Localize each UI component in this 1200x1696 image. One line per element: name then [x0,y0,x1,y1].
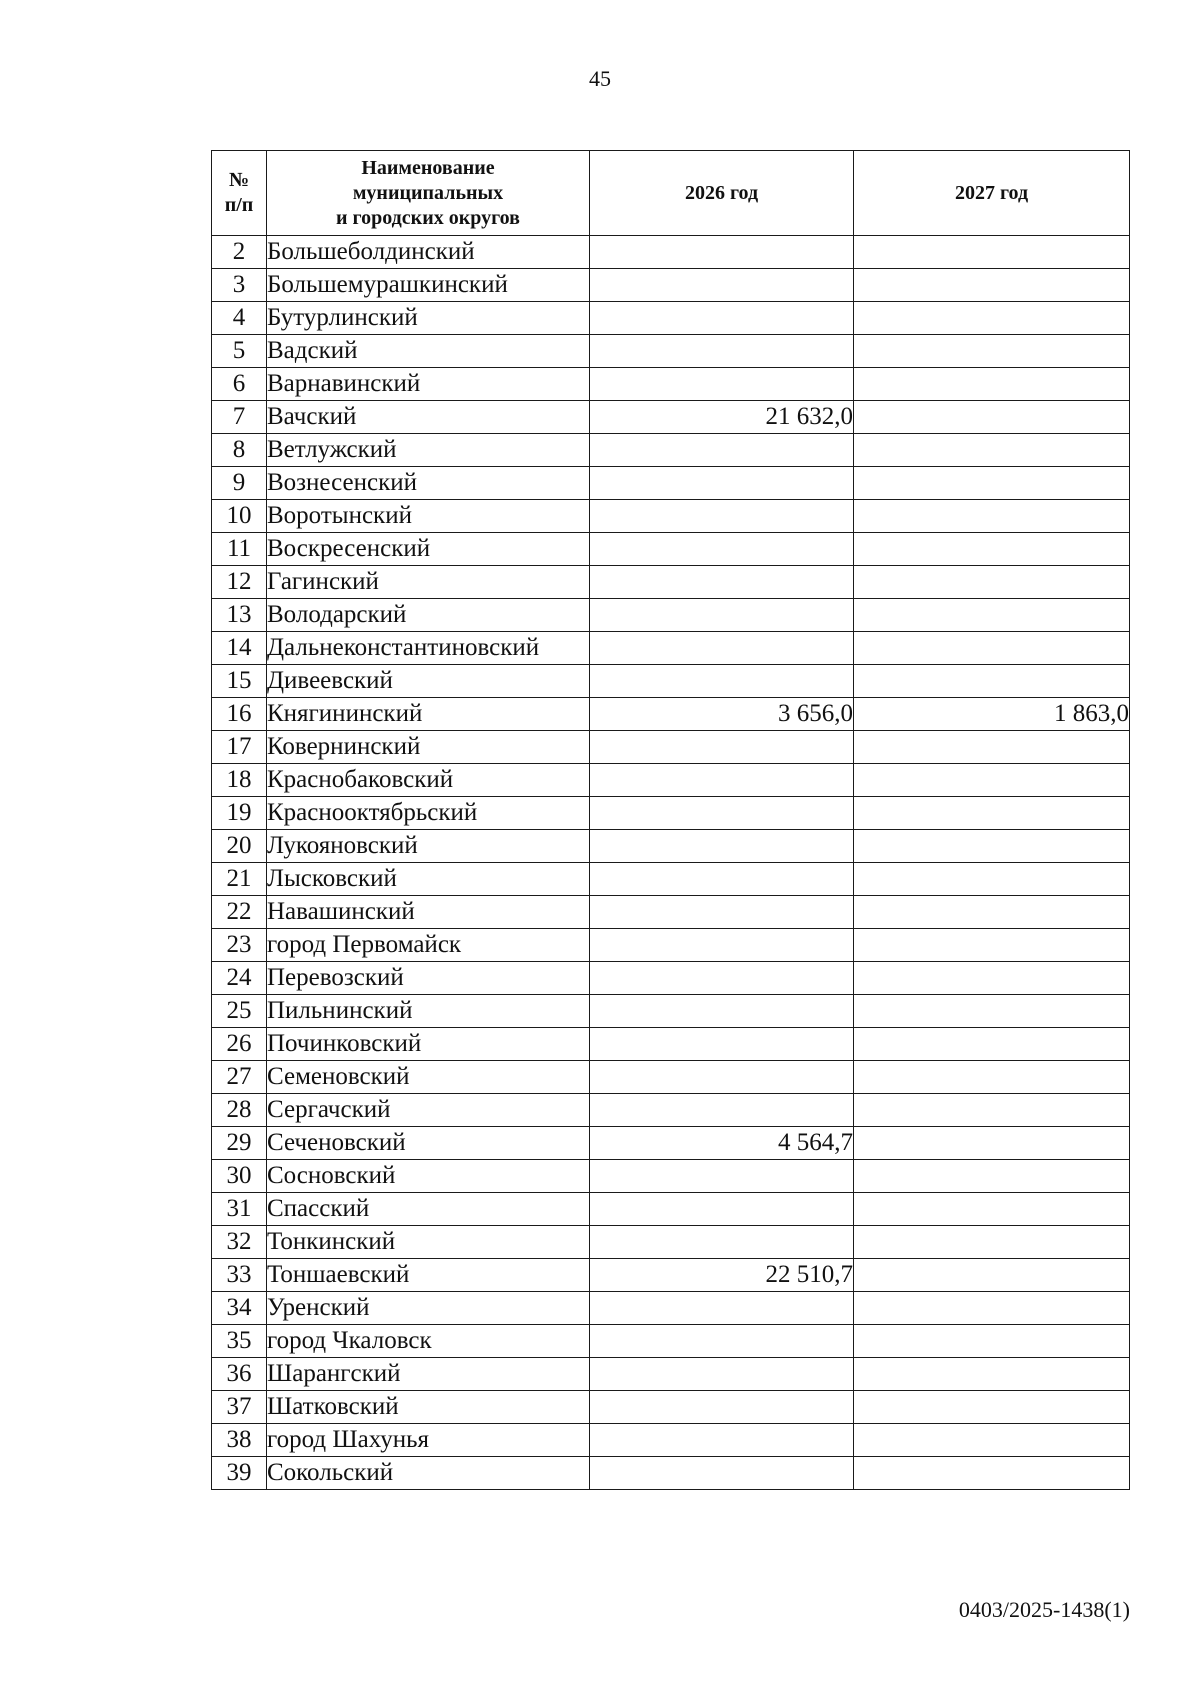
header-name-line1: Наименование [361,156,495,179]
row-name: Уренский [267,1292,590,1325]
row-value-2027 [854,1193,1130,1226]
table-row [212,533,1130,566]
row-number: 19 [212,797,267,830]
row-value-2026 [590,1193,854,1226]
row-number: 12 [212,566,267,599]
budget-table [211,150,1130,1490]
table-row [212,236,1130,269]
row-value-2026: 3 656,0 [590,698,854,731]
row-value-2026 [590,995,854,1028]
row-value-2026 [590,1457,854,1490]
row-value-2027 [854,368,1130,401]
row-value-2026 [590,830,854,863]
table-row [212,896,1130,929]
row-number: 13 [212,599,267,632]
header-name [267,151,590,236]
row-value-2027 [854,500,1130,533]
row-value-2026 [590,368,854,401]
row-number: 36 [212,1358,267,1391]
header-name-line2: муниципальных [352,181,504,204]
header-num [212,151,267,236]
row-value-2027 [854,1358,1130,1391]
row-name: город Первомайск [267,929,590,962]
row-name: город Шахунья [267,1424,590,1457]
table-row [212,962,1130,995]
header-year-2027: 2027 год [854,151,1130,236]
table-row [212,434,1130,467]
row-value-2027 [854,401,1130,434]
row-name: Большемурашкинский [267,269,590,302]
row-name: Гагинский [267,566,590,599]
row-number: 21 [212,863,267,896]
row-value-2026 [590,632,854,665]
row-number: 15 [212,665,267,698]
row-value-2027 [854,1391,1130,1424]
row-number: 32 [212,1226,267,1259]
table-row [212,929,1130,962]
row-name: Варнавинский [267,368,590,401]
table-row [212,566,1130,599]
row-number: 29 [212,1127,267,1160]
row-value-2027 [854,467,1130,500]
row-name: Перевозский [267,962,590,995]
row-value-2027 [854,929,1130,962]
row-value-2026 [590,599,854,632]
table-row [212,797,1130,830]
row-value-2027 [854,302,1130,335]
row-name: Сокольский [267,1457,590,1490]
row-name: Дальнеконстантиновский [267,632,590,665]
table-row [212,1424,1130,1457]
row-value-2027 [854,1160,1130,1193]
header-num-line1: № [228,169,250,191]
row-number: 17 [212,731,267,764]
row-value-2027 [854,995,1130,1028]
table-row [212,863,1130,896]
header-row [212,151,1130,236]
table-header [212,151,1130,236]
row-value-2026 [590,1391,854,1424]
row-number: 4 [212,302,267,335]
row-name: Ветлужский [267,434,590,467]
row-value-2027 [854,1127,1130,1160]
row-number: 22 [212,896,267,929]
row-value-2026 [590,236,854,269]
row-name: Сеченовский [267,1127,590,1160]
row-name: Ковернинский [267,731,590,764]
table-row [212,1193,1130,1226]
row-number: 37 [212,1391,267,1424]
row-value-2026 [590,533,854,566]
row-value-2027 [854,830,1130,863]
row-value-2026 [590,1061,854,1094]
table-row [212,731,1130,764]
table-row [212,302,1130,335]
table-row [212,1061,1130,1094]
row-number: 34 [212,1292,267,1325]
row-name: Лысковский [267,863,590,896]
row-name: Краснобаковский [267,764,590,797]
table-row [212,1358,1130,1391]
row-name: Вачский [267,401,590,434]
row-value-2026: 22 510,7 [590,1259,854,1292]
row-name: город Чкаловск [267,1325,590,1358]
document-code: 0403/2025-1438(1) [958,1597,1130,1622]
table-row [212,1094,1130,1127]
row-value-2027 [854,1424,1130,1457]
row-name: Большеболдинский [267,236,590,269]
table-row [212,665,1130,698]
row-name: Навашинский [267,896,590,929]
row-number: 7 [212,401,267,434]
row-value-2027 [854,665,1130,698]
row-value-2027: 1 863,0 [854,698,1130,731]
row-name: Володарский [267,599,590,632]
row-number: 24 [212,962,267,995]
row-value-2027 [854,1028,1130,1061]
row-name: Вознесенский [267,467,590,500]
row-value-2027 [854,863,1130,896]
row-number: 18 [212,764,267,797]
row-name: Сергачский [267,1094,590,1127]
row-number: 39 [212,1457,267,1490]
row-value-2026 [590,467,854,500]
row-value-2026 [590,863,854,896]
row-name: Княгининский [267,698,590,731]
row-value-2027 [854,269,1130,302]
row-value-2026 [590,764,854,797]
header-name-line3: и городских округов [336,206,520,229]
header-num-line2: п/п [224,194,254,216]
row-number: 23 [212,929,267,962]
row-name: Сосновский [267,1160,590,1193]
row-name: Лукояновский [267,830,590,863]
table-body [212,236,1130,1490]
row-value-2026 [590,665,854,698]
row-number: 20 [212,830,267,863]
table-row [212,335,1130,368]
row-value-2026 [590,1292,854,1325]
row-value-2027 [854,236,1130,269]
row-value-2026 [590,434,854,467]
row-number: 11 [212,533,267,566]
row-value-2027 [854,434,1130,467]
row-value-2026 [590,500,854,533]
row-value-2027 [854,797,1130,830]
row-name: Краснооктябрьский [267,797,590,830]
row-value-2027 [854,731,1130,764]
table-row [212,1160,1130,1193]
row-number: 10 [212,500,267,533]
table-row [212,467,1130,500]
row-name: Тоншаевский [267,1259,590,1292]
table-row [212,401,1130,434]
row-value-2027 [854,896,1130,929]
row-value-2026 [590,1028,854,1061]
row-name: Семеновский [267,1061,590,1094]
row-value-2027 [854,632,1130,665]
row-value-2027 [854,1457,1130,1490]
row-name: Вадский [267,335,590,368]
row-name: Бутурлинский [267,302,590,335]
table-row [212,698,1130,731]
row-number: 33 [212,1259,267,1292]
row-number: 30 [212,1160,267,1193]
row-value-2026 [590,302,854,335]
row-value-2027 [854,1061,1130,1094]
row-number: 35 [212,1325,267,1358]
row-value-2026: 21 632,0 [590,401,854,434]
row-value-2026 [590,1325,854,1358]
table-row [212,830,1130,863]
row-value-2027 [854,599,1130,632]
row-number: 26 [212,1028,267,1061]
row-number: 14 [212,632,267,665]
row-value-2027 [854,533,1130,566]
row-value-2027 [854,962,1130,995]
row-name: Шарангский [267,1358,590,1391]
row-value-2027 [854,335,1130,368]
row-name: Шатковский [267,1391,590,1424]
row-number: 8 [212,434,267,467]
table-row [212,632,1130,665]
row-name: Тонкинский [267,1226,590,1259]
row-value-2026 [590,962,854,995]
table-row [212,995,1130,1028]
row-number: 5 [212,335,267,368]
table-row [212,764,1130,797]
row-value-2026 [590,896,854,929]
row-value-2026 [590,335,854,368]
row-value-2026 [590,1358,854,1391]
row-number: 28 [212,1094,267,1127]
row-value-2027 [854,566,1130,599]
table-row [212,269,1130,302]
row-value-2026 [590,1160,854,1193]
table-row [212,1259,1130,1292]
row-value-2026 [590,731,854,764]
row-name: Пильнинский [267,995,590,1028]
table-row [212,1457,1130,1490]
row-name: Дивеевский [267,665,590,698]
row-number: 16 [212,698,267,731]
table-row [212,1391,1130,1424]
row-value-2027 [854,1226,1130,1259]
row-value-2027 [854,764,1130,797]
row-number: 2 [212,236,267,269]
table-row [212,1325,1130,1358]
table-row [212,500,1130,533]
row-number: 6 [212,368,267,401]
table-row [212,1292,1130,1325]
row-value-2026 [590,1424,854,1457]
table-row [212,1028,1130,1061]
row-value-2026 [590,797,854,830]
row-number: 3 [212,269,267,302]
row-value-2027 [854,1094,1130,1127]
row-value-2027 [854,1325,1130,1358]
row-name: Воротынский [267,500,590,533]
row-value-2026 [590,1094,854,1127]
row-name: Спасский [267,1193,590,1226]
row-value-2027 [854,1292,1130,1325]
page-number: 45 [589,66,611,91]
row-number: 31 [212,1193,267,1226]
row-name: Починковский [267,1028,590,1061]
row-number: 25 [212,995,267,1028]
row-value-2026: 4 564,7 [590,1127,854,1160]
row-value-2026 [590,1226,854,1259]
row-name: Воскресенский [267,533,590,566]
table-row [212,1226,1130,1259]
row-value-2026 [590,929,854,962]
row-value-2027 [854,1259,1130,1292]
row-number: 27 [212,1061,267,1094]
row-value-2026 [590,566,854,599]
row-number: 38 [212,1424,267,1457]
table-row [212,368,1130,401]
header-year-2026: 2026 год [590,151,854,236]
row-number: 9 [212,467,267,500]
row-value-2026 [590,269,854,302]
table-row [212,599,1130,632]
table-row [212,1127,1130,1160]
